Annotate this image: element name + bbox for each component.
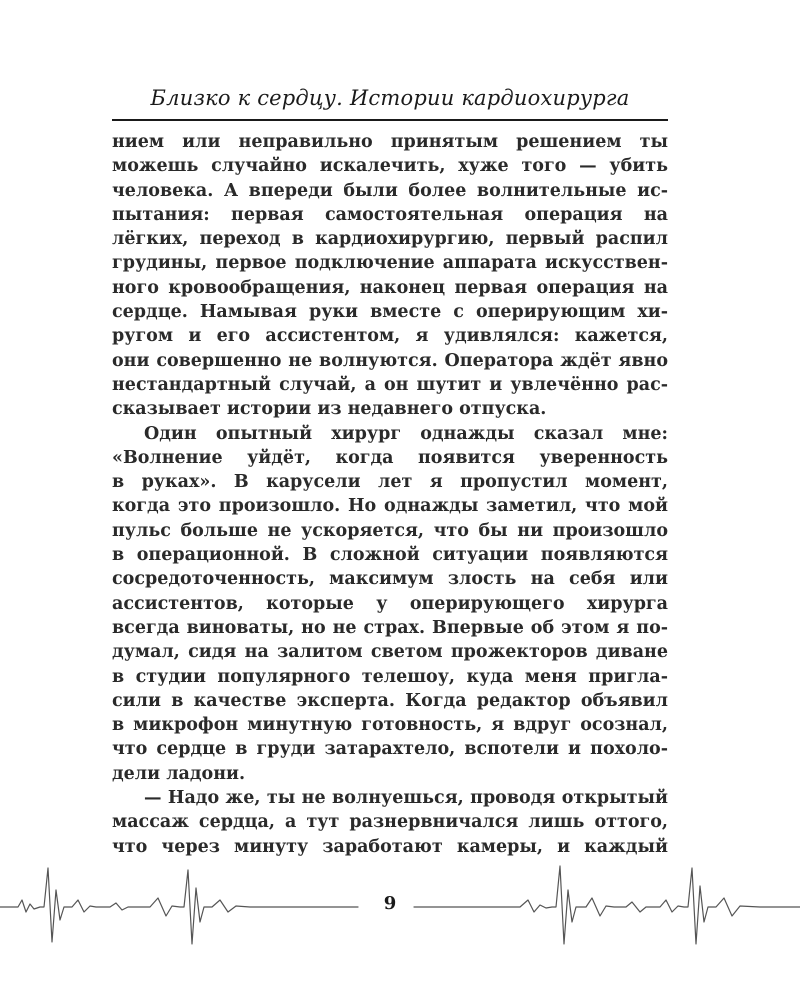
paragraph <box>112 422 668 786</box>
paragraph <box>112 130 668 422</box>
paragraph <box>112 786 668 859</box>
page-number: 9 <box>383 893 397 914</box>
text-line: сосредоточенность, максимум злость на себя или <box>112 569 668 590</box>
text-line: в студии популярного телешоу, куда меня пригла- <box>112 666 668 687</box>
text-line: что через минуту заработают камеры, и каждый <box>112 836 668 857</box>
text-line: — Надо же, ты не волнуешься, проводя открытый <box>144 788 668 809</box>
body-text <box>112 130 668 859</box>
text-line: сили в качестве эксперта. Когда редактор объявил <box>112 690 668 711</box>
text-line: человека. А впереди были более волнительные ис- <box>112 180 668 201</box>
text-line: всегда виноваты, но не страх. Впервые об этом я по- <box>112 617 668 638</box>
header-rule <box>112 119 668 121</box>
text-line: в операционной. В сложной ситуации появляются <box>112 545 668 566</box>
running-header-title: Близко к сердцу. Истории кардиохирурга <box>150 86 630 110</box>
text-line: они совершенно не волнуются. Оператора ждёт явно <box>112 350 668 371</box>
text-line: что сердце в груди затарахтело, вспотели и похоло- <box>112 739 668 760</box>
text-line: пульс больше не ускоряется, что бы ни произошло <box>112 520 668 541</box>
text-line: в микрофон минутную готовность, я вдруг осознал, <box>112 715 668 736</box>
text-line: лёгких, переход в кардиохирургию, первый распил <box>112 229 668 250</box>
text-line: ассистентов, которые у оперирующего хирурга <box>112 593 668 614</box>
text-line: в руках». В карусели лет я пропустил момент, <box>112 472 668 493</box>
text-line: «Волнение уйдёт, когда появится уверенность <box>112 447 668 468</box>
text-line: грудины, первое подключение аппарата искусствен- <box>112 253 668 274</box>
text-line: Один опытный хирург однажды сказал мне: <box>144 423 668 444</box>
text-line: дели ладони. <box>112 763 246 784</box>
text-line: думал, сидя на залитом светом прожекторов диване <box>112 642 668 663</box>
text-line: пытания: первая самостоятельная операция на <box>112 204 668 225</box>
text-line: когда это произошло. Но однажды заметил, что мой <box>112 496 668 517</box>
text-line: нестандартный случай, а он шутит и увлечённо рас- <box>112 374 668 395</box>
text-line: сказывает истории из недавнего отпуска. <box>112 399 547 420</box>
text-line: нием или неправильно принятым решением ты <box>112 132 668 152</box>
text-line: сердце. Намывая руки вместе с оперирующим хи- <box>112 302 668 323</box>
text-line: ругом и его ассистентом, я удивлялся: кажется, <box>112 326 668 347</box>
text-line: массаж сердца, а тут разнервничался лишь оттого, <box>112 812 668 833</box>
text-line: ного кровообращения, наконец первая операция на <box>112 277 668 298</box>
text-line: можешь случайно искалечить, хуже того — убить <box>112 156 668 177</box>
